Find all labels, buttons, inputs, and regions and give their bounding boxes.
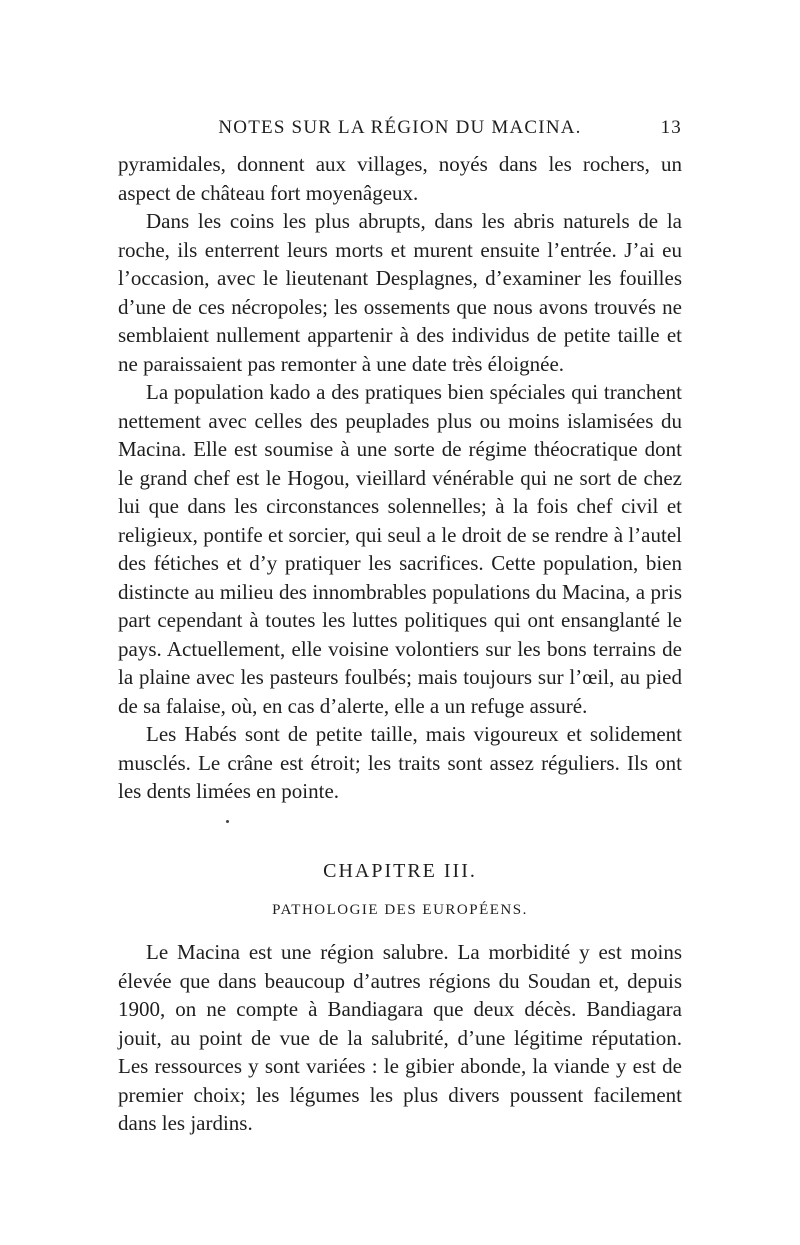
main-text xyxy=(118,150,682,806)
chapter-text xyxy=(118,938,682,1138)
chapter-heading: CHAPITRE III. xyxy=(323,860,477,882)
paragraph-habes: Les Habés sont de petite taille, mais vigoureux et solidement musclés. Le crâne est étroit; les traits sont assez réguliers. Ils ont les dents limées en pointe. xyxy=(118,722,682,803)
paragraph-burials: Dans les coins les plus abrupts, dans les abris naturels de la roche, ils enterrent leurs morts et murent ensuite l’entrée. J’ai eu l’occasion, avec le lieutenant Desplagnes, d’examiner les fouilles d’une de ces nécropoles; les ossements que nous avons trouvés ne semblaient nullement appartenir à des individus de petite taille et ne paraissaient pas remonter à une date très éloignée. xyxy=(118,209,682,376)
running-title: NOTES SUR LA RÉGION DU MACINA. xyxy=(218,117,582,138)
paragraph-continuation: pyramidales, donnent aux villages, noyés dans les rochers, un aspect de château fort moyenâgeux. xyxy=(118,152,682,205)
paragraph-kado-population: La population kado a des pratiques bien spéciales qui tranchent nettement avec celles des peuplades plus ou moins islamisées du Macina. Elle est soumise à une sorte de régime théocratique dont le grand chef est le Hogou, vieillard vénérable qui ne sort de chez lui que dans les circonstances solennelles; à la fois chef civil et religieux, pontife et sorcier, qui seul a le droit de se rendre à l’autel des fétiches et d’y pratiquer les sacrifices. Cette population, bien distincte au milieu des innombrables populations du Macina, a pris part cependant à toutes les luttes politiques qui ont ensanglanté le pays. Actuellement, elle voisine volontiers sur les bons terrains de la plaine avec les pasteurs foulbés; mais toujours sur l’œil, au pied de sa falaise, où, en cas d’alerte, elle a un refuge assuré. xyxy=(118,380,682,718)
page-number: 13 xyxy=(660,117,682,138)
paragraph-salubrity: Le Macina est une région salubre. La morbidité y est moins élevée que dans beaucoup d’autres régions du Soudan et, depuis 1900, on ne compte à Bandiagara que deux décès. Bandiagara jouit, au point de vue de la salubrité, d’une légitime réputation. Les ressources y sont variées : le gibier abonde, la viande y est de premier choix; les légumes les plus divers poussent facilement dans les jardins. xyxy=(118,940,682,1135)
chapter-subheading: PATHOLOGIE DES EUROPÉENS. xyxy=(272,902,528,918)
ink-speck xyxy=(226,820,229,823)
running-head xyxy=(118,117,682,145)
